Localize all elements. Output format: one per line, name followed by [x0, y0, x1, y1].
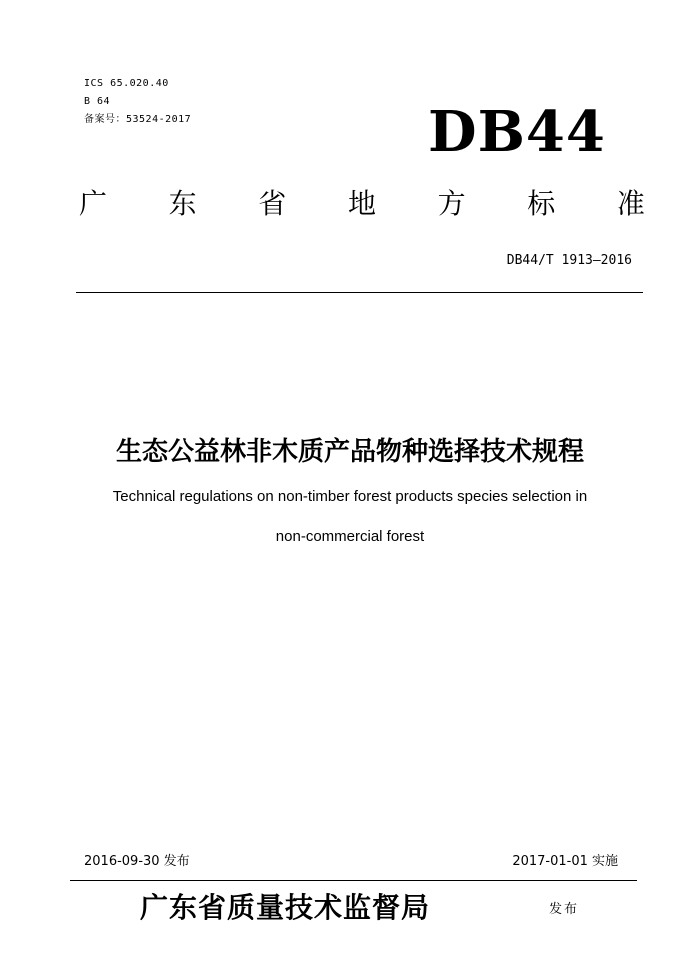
header-divider: [76, 292, 643, 293]
standard-type-char: 方: [437, 187, 466, 220]
standard-type-heading: [76, 184, 648, 224]
record-number: 备案号：53524-2017: [84, 114, 192, 125]
title-english-line-2: non-commercial forest: [275, 528, 425, 545]
standard-type-char: 准: [616, 187, 645, 220]
implement-date: 2017-01-01 实施: [512, 854, 618, 869]
ics-code: ICS 65.020.40: [84, 78, 169, 89]
title-chinese: 生态公益林非木质产品物种选择技术规程: [115, 437, 584, 467]
standard-type-char: 地: [347, 187, 376, 220]
issuing-authority: 广东省质量技术监督局: [140, 891, 431, 924]
standard-type-char: 广: [78, 187, 107, 220]
db44-logo: DB44: [428, 99, 606, 165]
standard-number: DB44/T 1913—2016: [506, 253, 632, 268]
standard-type-char: 标: [527, 187, 556, 220]
standard-type-char: 东: [168, 187, 197, 220]
publish-date: 2016-09-30 发布: [84, 854, 190, 869]
issue-label: 发布: [549, 902, 580, 917]
standard-type-char: 省: [258, 187, 287, 220]
footer-divider: [70, 880, 637, 881]
ccs-code: B 64: [84, 96, 111, 107]
title-english-line-1: Technical regulations on non-timber forest products species selection in: [112, 488, 588, 505]
